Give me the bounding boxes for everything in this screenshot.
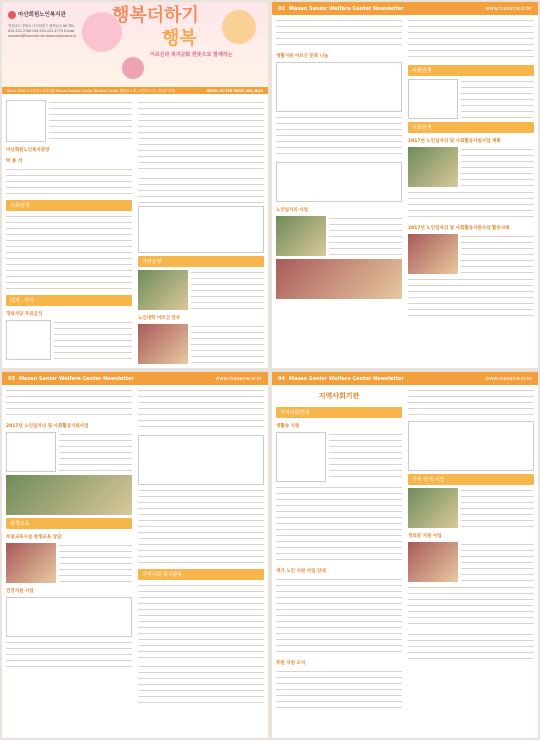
sub-heading: 후원 자원 소식: [276, 661, 306, 666]
director-photo: [6, 100, 46, 142]
page-number: 02: [278, 5, 285, 12]
body-text: [329, 432, 402, 482]
edition: NEWS LETTER ISSUE #84 2018: [206, 88, 263, 93]
sub-heading: 경로식당 무료급식: [6, 312, 43, 317]
header-url: www.masanw.or.kr: [485, 5, 532, 12]
photo: [6, 475, 132, 515]
flower-decoration: [122, 57, 144, 79]
photo: [138, 435, 264, 485]
photo: [408, 542, 458, 582]
body-text: [461, 234, 534, 274]
body-text: [408, 632, 534, 662]
body-text: [138, 100, 264, 173]
section-heading: 사회관계: [408, 122, 534, 133]
header-url: www.masanw.or.kr: [485, 375, 532, 382]
sub-heading: 2017년 노인일자리 및 사회활동지원사업 계획: [408, 139, 501, 144]
body-text: [138, 664, 264, 708]
section-heading: 기관운영: [138, 256, 264, 267]
body-text: [408, 190, 534, 220]
address: 경상남도 창원시 마산회원구 월영동로 80 TEL 055-222-2700 FAX 055-222-2774 E-mail masanw@hanmail.net www.masanw.or.kr: [8, 24, 77, 38]
flower-decoration: [222, 10, 256, 44]
title-main: 행복더하기: [112, 5, 199, 26]
cover-banner: [2, 2, 268, 94]
header-title: Masan Senior Welfare Center Newsletter: [288, 375, 404, 382]
logo-text: 마산회원노인복지관: [18, 12, 66, 18]
sub-heading: 재가 노인 지원 사업 안내: [276, 569, 326, 574]
nav-text: Since 1996 마산회원노인복지관 Masan Hoewon Senior Welfare Center 행복한 노후, 건강한 노년, 희망찬 미래: [7, 89, 175, 93]
body-text: [6, 388, 132, 418]
photo: [138, 324, 188, 364]
body-text: [461, 488, 534, 528]
body-text: [408, 585, 534, 629]
body-text: [6, 214, 132, 292]
body-text: [191, 270, 264, 310]
director-name: 박 종 석: [6, 159, 23, 164]
photo: [276, 259, 402, 299]
body-text: [191, 324, 264, 364]
body-text: [59, 543, 132, 583]
logo-mark: [8, 11, 16, 19]
body-text: [276, 485, 402, 563]
body-text: [276, 18, 402, 48]
body-text: [6, 640, 132, 670]
cover-nav: [2, 87, 268, 94]
tagline: 어르신과 복지문화 한뜻으로 함께하는: [150, 52, 233, 58]
section-heading: 평생교육: [6, 518, 132, 529]
sub-heading: 생활지원 어르신 문화 나눔: [276, 54, 329, 59]
header-url: www.masanw.or.kr: [215, 375, 262, 382]
photo: [276, 162, 402, 202]
section-heading: 지역사회연계: [276, 407, 402, 418]
sub-heading: 노인일자리 사업: [276, 208, 308, 213]
sub-heading: 건강지원 사업: [6, 589, 34, 594]
sub-heading: 생활속 지원: [276, 424, 300, 429]
photo: [408, 79, 458, 119]
greeting-heading: 마산회원노인복지관장: [6, 148, 50, 153]
page-number: 03: [8, 375, 15, 382]
body-text: [329, 216, 402, 256]
body-text: [276, 669, 402, 713]
photo: [6, 597, 132, 637]
newsletter-page-4: [272, 372, 538, 738]
body-text: [138, 388, 264, 432]
page-header: [2, 372, 268, 385]
body-text: [408, 18, 534, 62]
body-text: [276, 577, 402, 655]
photo: [138, 270, 188, 310]
photo: [276, 432, 326, 482]
page-header: [272, 372, 538, 385]
body-text: [138, 583, 264, 661]
logo: [8, 10, 66, 19]
photo: [6, 543, 56, 583]
section-heading: 사회관계: [6, 200, 132, 211]
sub-heading: 2017년 노인일자리 및 사회활동지원사업 활동사례: [408, 226, 510, 231]
body-text: [461, 542, 534, 582]
header-title: Masan Senior Welfare Center Newsletter: [18, 375, 134, 382]
photo: [138, 206, 264, 253]
body-text: [6, 167, 132, 197]
body-text: [138, 488, 264, 566]
body-text: [54, 320, 132, 360]
section-heading: 지역사회 복지활동: [138, 569, 264, 580]
section-heading: 레저 · 여가: [6, 295, 132, 306]
section-heading: 지역 연계 사업: [408, 474, 534, 485]
sub-heading: 경로당 지원 사업: [408, 534, 442, 539]
body-text: [408, 277, 534, 321]
body-text: [59, 432, 132, 472]
greeting-text: [49, 100, 132, 142]
sub-heading: 부설교육시설 평생교육 상담: [6, 535, 62, 540]
body-text: [408, 388, 534, 418]
photo: [276, 62, 402, 112]
header-title: Masan Senior Welfare Center Newsletter: [288, 5, 404, 12]
newsletter-page-2: [272, 2, 538, 368]
photo: [6, 432, 56, 472]
sub-heading: 노인대학 어르신 안부: [138, 316, 181, 321]
sub-heading: 2017년 노인일자리 및 사회활동지원사업: [6, 424, 89, 429]
photo: [408, 234, 458, 274]
body-text: [138, 176, 264, 204]
body-text: [276, 115, 402, 159]
photo: [408, 488, 458, 528]
photo: [408, 421, 534, 471]
page-title: 지역사회기관: [318, 392, 360, 400]
title-sub: 행복: [162, 28, 197, 49]
photo: [6, 320, 51, 360]
photo: [276, 216, 326, 256]
newsletter-page-3: [2, 372, 268, 738]
photo: [408, 147, 458, 187]
body-text: [461, 79, 534, 119]
body-text: [461, 147, 534, 187]
page-number: 04: [278, 375, 285, 382]
newsletter-page-1: [2, 2, 268, 368]
section-heading: 사회관계: [408, 65, 534, 76]
page-header: [272, 2, 538, 15]
